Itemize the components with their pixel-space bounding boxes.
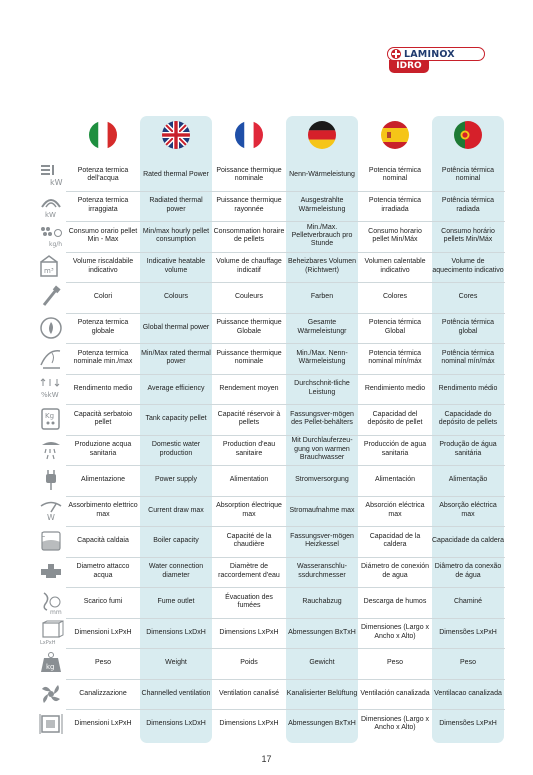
cell-pt: Cores: [458, 293, 478, 301]
cell-en: Tank capacity pellet: [145, 415, 207, 423]
cell-es: Potencia térmica Global: [368, 319, 422, 335]
cell-it: Dimensioni LxPxH: [74, 628, 132, 636]
cell-fr: Volume de chauffage indicatif: [216, 258, 282, 274]
radiated-kw-icon: [38, 193, 64, 219]
cell-es: Potencia térmica nominal mín/máx: [368, 349, 422, 366]
icon-caption: kg: [46, 663, 55, 671]
cell-de: Ausgestrahlte Wärmeleistung: [298, 197, 346, 213]
icon-caption: kg/h: [49, 241, 63, 248]
cell-es: Ventilación canalizada: [360, 689, 430, 697]
cell-en: Dimensions LxDxH: [146, 720, 206, 728]
cell-de: Abmessungen BxTxH: [288, 720, 356, 728]
france-flag-icon: [235, 121, 263, 149]
cell-en: Current draw max: [148, 506, 204, 514]
cell-it: Canalizzazione: [79, 689, 127, 697]
pellet-consumption-icon: [38, 223, 64, 249]
germany-flag-icon: [308, 121, 336, 149]
cell-es: Capacidad de la caldera: [369, 532, 421, 549]
cell-en: Boiler capacity: [153, 537, 199, 545]
cell-it: Rendimento medio: [73, 384, 133, 392]
cell-de: Min./Max. Nenn-Wärmeleistung: [296, 349, 348, 366]
cell-de: Min./Max. Pelletverbrauch pro Stunde: [291, 223, 353, 248]
cell-pt: Dimensões LxPxH: [439, 628, 497, 636]
cell-pt: Volume de aquecimento indicativo: [432, 258, 504, 274]
tank-capacity-icon: [38, 406, 64, 432]
cell-en: Domestic water production: [151, 441, 201, 457]
cell-pt: Rendimento médio: [438, 384, 498, 392]
cell-de: Abmessungen BxTxH: [288, 628, 356, 636]
cell-es: Diámetro de conexión de agua: [360, 563, 430, 579]
cell-it: Produzione acqua sanitaria: [74, 441, 132, 457]
cell-es: Consumo horario pellet Min/Máx: [368, 227, 422, 244]
power-draw-icon: [38, 498, 64, 524]
cell-pt: Dimensões LxPxH: [439, 720, 497, 728]
icon-caption: kW: [50, 178, 63, 187]
dimensions-icon: [38, 620, 64, 646]
paint-brush-icon: [38, 284, 64, 310]
cell-en: Channelled ventilation: [141, 689, 211, 697]
cell-pt: Alimentação: [448, 476, 488, 484]
cell-de: Beheizbares Volumen (Richtwert): [287, 258, 357, 274]
heating-volume-icon: [38, 254, 64, 280]
cell-it: Potenza termica globale: [77, 319, 129, 335]
cell-de: Kanalisierter Belüftung: [286, 689, 358, 697]
icon-caption: Kg: [45, 412, 55, 420]
water-connection-icon: [38, 559, 64, 585]
cell-es: Dimensiones (Largo x Ancho x Alto): [360, 624, 430, 640]
cell-fr: Dimensions LxPxH: [219, 720, 279, 728]
cell-en: Average efficiency: [147, 384, 205, 392]
cell-es: Absorción eléctrica max: [365, 502, 425, 518]
cell-fr: Couleurs: [234, 293, 263, 301]
cell-en: Fume outlet: [157, 598, 195, 606]
cell-pt: Chaminé: [453, 598, 482, 606]
cell-pt: Diâmetro da conexão de água: [434, 563, 502, 579]
brand-name: LAMINOX: [404, 48, 455, 60]
flue-outlet-icon: [38, 589, 64, 615]
cell-en: Power supply: [154, 476, 198, 484]
cell-fr: Dimensions LxPxH: [219, 628, 279, 636]
cell-es: Potencia térmica nominal: [368, 166, 422, 183]
cell-es: Volumen calentable indicativo: [364, 258, 426, 274]
cell-fr: Absorption électrique max: [216, 502, 282, 518]
cell-de: Rauchabzug: [302, 598, 342, 606]
cell-de: Farben: [310, 293, 334, 301]
cell-pt: Potência térmica nominal: [441, 166, 495, 183]
cell-es: Producción de agua sanitaria: [363, 441, 427, 457]
cell-it: Scarico fumi: [83, 598, 123, 606]
cell-es: Descarga de humos: [363, 598, 427, 606]
cell-de: Fassungsver-mögen Heizkessel: [290, 532, 354, 549]
page-number: 17: [261, 754, 272, 764]
cell-it: Volume riscaldabile indicativo: [72, 258, 134, 274]
cell-fr: Alimentation: [229, 476, 269, 484]
cell-it: Peso: [95, 659, 111, 667]
portugal-flag-icon: [454, 121, 482, 149]
dimensions-box-icon: [38, 711, 64, 737]
cell-es: Peso: [387, 659, 403, 667]
cell-fr: Puissance thermique rayonnée: [216, 197, 282, 213]
cell-es: Potencia térmica irradiada: [368, 197, 422, 213]
cell-fr: Consommation horaire de pellets: [213, 227, 285, 244]
cell-pt: Absorção eléctrica max: [439, 502, 497, 518]
cell-it: Assorbimento elettrico max: [68, 502, 138, 518]
cell-it: Dimensioni LxPxH: [74, 720, 132, 728]
shower-icon: [38, 437, 64, 463]
cell-en: Colours: [163, 293, 189, 301]
cell-es: Colores: [382, 293, 408, 301]
cell-fr: Puissance thermique nominale: [216, 349, 282, 366]
cell-fr: Capacité réservoir à pellets: [217, 410, 281, 427]
cell-de: Nenn-Wärmeleistung: [289, 171, 355, 179]
cell-en: Min/max hourly pellet consumption: [142, 227, 210, 244]
cell-de: Stromversorgung: [295, 476, 349, 484]
cell-de: Durchschnit-tliche Leistung: [294, 380, 350, 396]
global-power-icon: [38, 315, 64, 341]
cell-pt: Ventilacao canalizada: [434, 689, 502, 697]
icon-caption: L: [41, 531, 45, 539]
cell-es: Dimensiones (Largo x Ancho x Alto): [360, 715, 430, 732]
cell-en: Min/Max rated thermal power: [141, 349, 211, 366]
cell-pt: Potência térmica nominal mín/máx: [441, 349, 495, 366]
icon-caption: mm: [50, 609, 62, 615]
boiler-capacity-icon: [38, 528, 64, 554]
icon-caption: kW: [45, 210, 56, 219]
weight-icon: [38, 650, 64, 676]
cell-it: Diametro attacco acqua: [76, 563, 130, 579]
cell-it: Capacità caldaia: [77, 537, 129, 545]
cell-it: Potenza termica nominale min./max: [73, 349, 133, 366]
cell-pt: Potência térmica radiada: [441, 197, 495, 213]
cell-fr: Rendement moyen: [219, 384, 279, 392]
cell-it: Capacità serbatoio pellet: [73, 410, 133, 427]
cell-en: Indicative heatable volume: [146, 258, 206, 274]
cell-fr: Capacité de la chaudière: [226, 532, 272, 549]
brand-subname: IDRO: [396, 61, 422, 71]
cell-it: Colori: [93, 293, 113, 301]
cell-fr: Diamètre de raccordement d'eau: [218, 563, 280, 579]
cell-es: Alimentación: [374, 476, 416, 484]
cell-pt: Consumo horário pellets Min/Máx: [441, 227, 495, 244]
cell-pt: Capacidade do depósito de pellets: [438, 410, 498, 427]
efficiency-icon: [38, 376, 64, 402]
cell-de: Wasseranschlu-ssdurchmesser: [297, 563, 347, 579]
cell-en: Weight: [165, 659, 187, 667]
nominal-power-icon: [38, 345, 64, 371]
cell-fr: Évacuation des fumées: [225, 593, 273, 610]
cell-de: Fassungsver-mögen des Pellet-behälters: [290, 410, 354, 427]
cell-en: Radiated thermal power: [149, 197, 203, 213]
laminox-idro-logo: [387, 47, 485, 74]
cell-pt: Potência térmica global: [441, 319, 495, 335]
cell-es: Capacidad del depósito de pellet: [367, 410, 423, 427]
spain-flag-icon: [381, 121, 409, 149]
icon-caption: %kW: [41, 390, 59, 399]
cell-de: Gewicht: [309, 659, 335, 667]
ventilation-icon: [38, 681, 64, 707]
cell-pt: Peso: [460, 659, 476, 667]
temperature-kw-icon: [38, 162, 64, 188]
cell-fr: Poissance thermique nominale: [216, 166, 282, 183]
cell-it: Alimentazione: [81, 476, 125, 484]
icon-caption: m³: [44, 266, 54, 275]
cell-pt: Capacidade da caldera: [432, 537, 504, 545]
svg-text:W: W: [47, 512, 55, 522]
power-plug-icon: [38, 467, 64, 493]
cell-de: Gesamte Wärmeleistungr: [297, 319, 347, 335]
cell-de: Mit Durchlauferzeu-gung von warmen Brauchwasser: [291, 437, 353, 461]
cell-fr: Poids: [240, 659, 258, 667]
icon-caption: LxPxH: [40, 639, 56, 646]
cell-fr: Production d'eau sanitaire: [222, 441, 276, 457]
laminox-cross-icon: [391, 49, 401, 59]
italy-flag-icon: [89, 121, 117, 149]
cell-fr: Ventilation canalisé: [219, 689, 279, 697]
cell-it: Consumo orario pellet Min - Max: [68, 227, 138, 244]
cell-en: Dimensions LxDxH: [146, 628, 206, 636]
cell-it: Potenza termica dell'acqua: [77, 166, 129, 183]
cell-pt: Produção de água sanitária: [439, 441, 497, 457]
cell-de: Stromaufnahme max: [289, 506, 355, 514]
cell-en: Rated thermal Power: [143, 171, 209, 179]
uk-flag-icon: [162, 121, 190, 149]
cell-es: Rendimiento medio: [364, 384, 426, 392]
cell-it: Potenza termica irraggiata: [77, 197, 129, 213]
cell-en: Global thermal power: [142, 323, 210, 331]
cell-en: Water connection diameter: [148, 563, 204, 579]
cell-fr: Puissance thermique Globale: [216, 319, 282, 335]
